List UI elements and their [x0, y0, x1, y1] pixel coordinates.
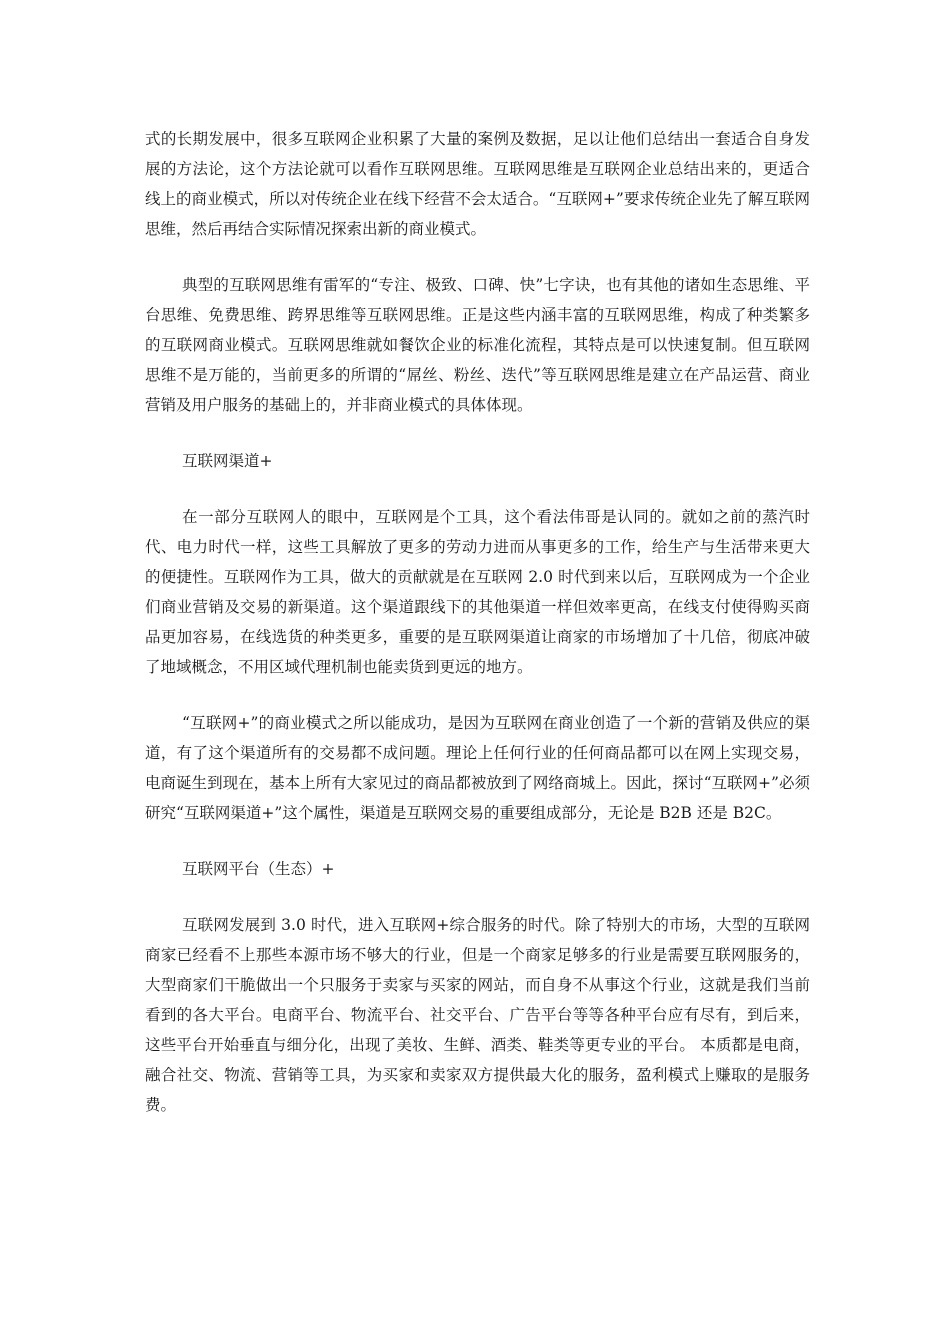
paragraph-3: 在一部分互联网人的眼中，互联网是个工具，这个看法伟哥是认同的。就如之前的蒸汽时代、电力时代一样，这些工具解放了更多的劳动力进而从事更多的工作，给生产与生活带来更大的便捷性。互联网作为工具，做大的贡献就是在互联网 2.0 时代到来以后，互联网成为一个企业们商业营销及交易的新渠道。这个渠道跟线下的其他渠道一样但效率更高，在线支付使得购买商品更加容易，在线选货的种类更多，重要的是互联网渠道让商家的市场增加了十几倍，彻底冲破了地域概念，不用区域代理机制也能卖货到更远的地方。	[145, 508, 810, 676]
document-page	[145, 124, 810, 1146]
section-heading-platform: 互联网平台（生态）+	[182, 860, 335, 878]
paragraph-2: 典型的互联网思维有雷军的“专注、极致、口碑、快”七字诀，也有其他的诸如生态思维、平台思维、免费思维、跨界思维等互联网思维。正是这些内涵丰富的互联网思维，构成了种类繁多的互联网商业模式。互联网思维就如餐饮企业的标准化流程，其特点是可以快速复制。但互联网思维不是万能的，当前更多的所谓的“屌丝、粉丝、迭代”等互联网思维是建立在产品运营、商业营销及用户服务的基础上的，并非商业模式的具体体现。	[145, 276, 810, 414]
paragraph-5: 互联网发展到 3.0 时代，进入互联网+综合服务的时代。除了特别大的市场，大型的互联网商家已经看不上那些本源市场不够大的行业，但是一个商家足够多的行业是需要互联网服务的，大型商家们干脆做出一个只服务于卖家与买家的网站，而自身不从事这个行业，这就是我们当前看到的各大平台。电商平台、物流平台、社交平台、广告平台等等各种平台应有尽有，到后来，这些平台开始垂直与细分化，出现了美妆、生鲜、酒类、鞋类等更专业的平台。 本质都是电商，融合社交、物流、营销等工具，为买家和卖家双方提供最大化的服务，盈利模式上赚取的是服务费。	[145, 916, 810, 1114]
paragraph-4: “互联网+”的商业模式之所以能成功，是因为互联网在商业创造了一个新的营销及供应的渠道，有了这个渠道所有的交易都不成问题。理论上任何行业的任何商品都可以在网上实现交易，电商诞生到现在，基本上所有大家见过的商品都被放到了网络商城上。因此，探讨“互联网+”必须研究“互联网渠道+”这个属性，渠道是互联网交易的重要组成部分，无论是 B2B 还是 B2C。	[145, 714, 810, 822]
section-heading-channel: 互联网渠道+	[182, 452, 273, 470]
paragraph-1: 式的长期发展中，很多互联网企业积累了大量的案例及数据，足以让他们总结出一套适合自身发展的方法论，这个方法论就可以看作互联网思维。互联网思维是互联网企业总结出来的，更适合线上的商业模式，所以对传统企业在线下经营不会太适合。“互联网+”要求传统企业先了解互联网思维，然后再结合实际情况探索出新的商业模式。	[145, 130, 810, 238]
